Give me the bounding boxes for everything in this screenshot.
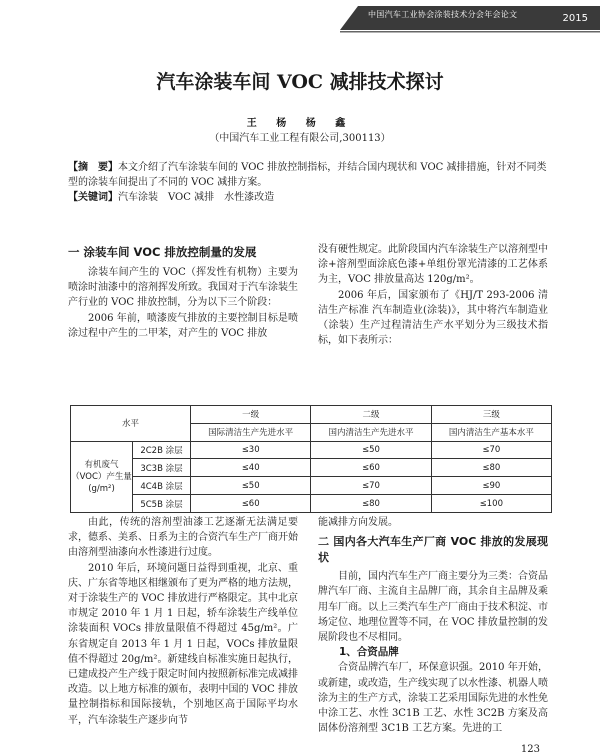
bottom-right-column [318, 515, 548, 736]
table-cell: ≤60 [191, 495, 311, 513]
table-cell: ≤40 [191, 459, 311, 477]
abstract-text: 本文介绍了汽车涂装车间的 VOC 排放控制指标，并结合国内现状和 VOC 减排措施，针对不同类型的涂装车间提出了不同的 VOC 减排方案。 [68, 162, 547, 188]
table-cell-coating: 3C3B 涂层 [133, 459, 191, 477]
table-level-3: 三级 [431, 406, 551, 424]
table-cell: ≤70 [311, 477, 431, 495]
table-cell-coating: 2C2B 涂层 [133, 441, 191, 459]
table-cell: ≤80 [431, 459, 551, 477]
article-title: 汽车涂装车间 VOC 减排技术探讨 [156, 71, 444, 93]
table-cell: ≤100 [431, 495, 551, 513]
journal-header-bar [340, 0, 600, 34]
abstract-block [68, 160, 548, 205]
table-cell: ≤30 [191, 441, 311, 459]
journal-year: 2015 [562, 13, 588, 24]
section-2-heading: 二 国内各大汽车生产厂商 VOC 排放的发展现状 [318, 535, 548, 565]
table-level-1: 一级 [191, 406, 311, 424]
subsection-1-heading: 1、合资品牌 [339, 646, 399, 659]
table-level-2: 二级 [311, 406, 431, 424]
table-cell: ≤80 [311, 495, 431, 513]
keywords-text: 汽车涂装 VOC 减排 水性漆改造 [118, 192, 275, 203]
table-level-3-desc: 国内清洁生产基本水平 [431, 423, 551, 441]
table-cell: ≤90 [431, 477, 551, 495]
table-row [71, 477, 552, 495]
table-cell: ≤50 [191, 477, 311, 495]
section-1-right-column [318, 242, 548, 348]
bottom-right-paragraph-2: 合资品牌汽车厂，环保意识强。2010 年开始，或新建，或改造，生产线实现了以水性漆、机器人喷涂为主的生产方式，涂装工艺采用国际先进的水性免中涂工艺、水性 3C1B 工艺、水性 3C2B 方案及高固体份溶剂型 3C1B 工艺方案。先进的工 [318, 662, 548, 735]
table-row [71, 441, 552, 459]
section-1-paragraph-4: 2006 年后，国家颁布了《HJ/T 293-2006 清洁生产标准 汽车制造业(涂装)》，其中将汽车制造业（涂装）生产过程清洁生产水平划分为三级技术指标，如下表所示： [318, 289, 548, 347]
table-cell: ≤70 [431, 441, 551, 459]
table-row [71, 459, 552, 477]
journal-name: 中国汽车工业协会涂装技术分会年会论文 [368, 10, 518, 19]
table-cell: ≤60 [311, 459, 431, 477]
table-cell-coating: 4C4B 涂层 [133, 477, 191, 495]
table-row [71, 495, 552, 513]
abstract-label: 【摘 要】 [68, 162, 118, 173]
table-corner-header: 水平 [71, 406, 191, 442]
bottom-left-paragraph-2: 2010 年后，环境问题日益得到重视，北京、重庆、广东省等地区相继颁布了更为严格的地方法规，对于涂装生产的 VOC 排放进行严格限定。其中北京市规定 2010 年 1 月 1 日起，轿车涂装生产线单位涂装面积 VOCs 排放量限值不得超过 45g/m²。广东省规定自 2013 年 1 月 1 日起，VOCs 排放量限值不得超过 20g/m²。新建线自标准实施日起执行，已建成投产生产线于限定时间内按照新标准完成减排改造。以上地方标准的颁布，表明中国的 VOC 排放量控制指标和国际接轨，个别地区高于国际平均水平，汽车涂装生产逐步向节 [68, 562, 298, 726]
section-1-left-column [68, 265, 298, 341]
bottom-right-paragraph-0: 能减排方向发展。 [318, 517, 398, 528]
section-1-paragraph-1: 涂装车间产生的 VOC（挥发性有机物）主要为喷涂时油漆中的溶剂挥发所致。我国对于汽车涂装生产行业的 VOC 排放控制，分为以下三个阶段： [68, 267, 298, 309]
article-authors: 王 杨 杨 鑫 [246, 118, 354, 129]
bottom-right-paragraph-1: 目前，国内汽车生产厂商主要分为三类：合资品牌汽车厂商、主流自主品牌厂商，其余自主品牌及乘用车厂商。以上三类汽车生产厂商由于技术积淀、市场定位、地理位置等不同，在 VOC 排放量控制的发展阶段也不尽相同。 [318, 571, 548, 644]
article-affiliation: （中国汽车工业工程有限公司,300113） [209, 133, 391, 144]
voc-standards-table [70, 405, 552, 513]
table-cell-coating: 5C5B 涂层 [133, 495, 191, 513]
table-level-1-desc: 国际清洁生产先进水平 [191, 423, 311, 441]
page-number: 123 [520, 744, 540, 755]
section-1-paragraph-3: 没有硬性规定。此阶段国内汽车涂装生产以溶剂型中涂+溶剂型面涂底色漆+单组份罩光清漆的工艺体系为主，VOC 排放量高达 120g/m²。 [318, 244, 548, 286]
section-1-heading: 一 涂装车间 VOC 排放控制量的发展 [68, 245, 257, 259]
table-cell: ≤50 [311, 441, 431, 459]
keywords-paragraph [68, 190, 548, 205]
bottom-left-column [68, 515, 298, 728]
bottom-left-paragraph-1: 由此，传统的溶剂型油漆工艺逐渐无法满足要求，德系、美系、日系为主的合资汽车生产厂商开始由溶剂型油漆向水性漆进行过度。 [68, 517, 298, 559]
table-row-header: 有机废气（VOC）产生量(g/m²) [71, 441, 133, 512]
table-level-2-desc: 国内清洁生产先进水平 [311, 423, 431, 441]
abstract-paragraph [68, 160, 548, 190]
keywords-label: 【关键词】 [68, 192, 118, 203]
section-1-paragraph-2: 2006 年前，喷漆废气排放的主要控制目标是喷涂过程中产生的二甲苯，对产生的 VOC 排放 [68, 312, 298, 339]
